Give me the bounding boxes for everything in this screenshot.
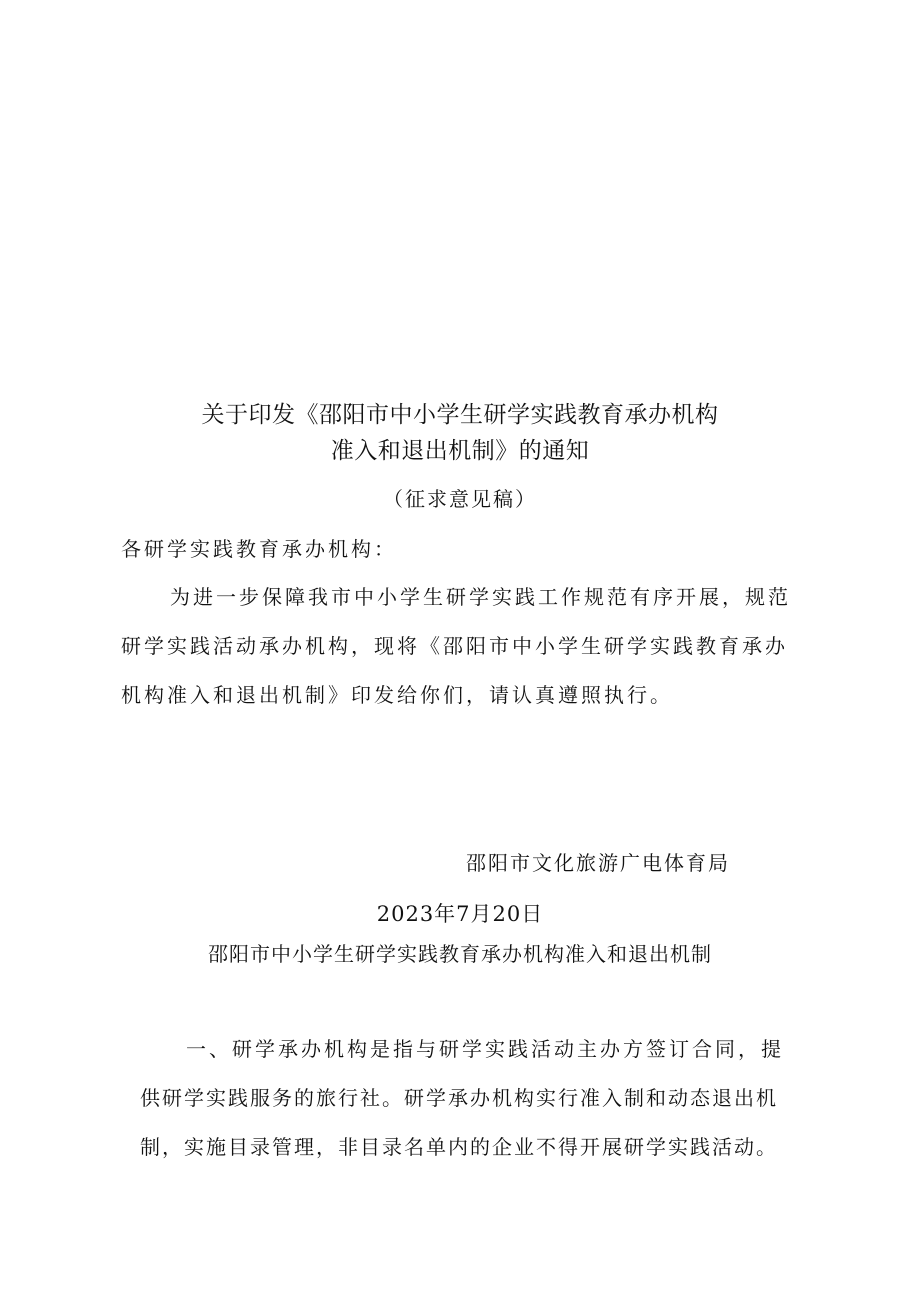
notice-title-line2: 准入和退出机制》的通知 (330, 438, 590, 464)
salutation: 各研学实践教育承办机构： (121, 537, 397, 561)
clause-line: 一、研学承办机构是指与研学实践活动主办方签订合同，提 (186, 1037, 784, 1061)
body-line: 为进一步保障我市中小学生研学实践工作规范有序开展，规范 (170, 585, 791, 609)
issuer-name: 邵阳市文化旅游广电体育局 (466, 851, 730, 875)
notice-subtitle: （征求意见稿） (383, 487, 537, 511)
clause-line: 供研学实践服务的旅行社。研学承办机构实行准入制和动态退出机 (140, 1086, 778, 1110)
issue-date: 2023年7月20日 (376, 902, 544, 926)
clause-line: 制，实施目录管理，非目录名单内的企业不得开展研学实践活动。 (140, 1135, 778, 1159)
body-line: 机构准入和退出机制》印发给你们，请认真遵照执行。 (121, 683, 673, 707)
attachment-heading: 邵阳市中小学生研学实践教育承办机构准入和退出机制 (208, 942, 712, 966)
notice-title-line1: 关于印发《邵阳市中小学生研学实践教育承办机构 (201, 402, 719, 428)
body-line: 研学实践活动承办机构，现将《邵阳市中小学生研学实践教育承办 (121, 634, 788, 658)
